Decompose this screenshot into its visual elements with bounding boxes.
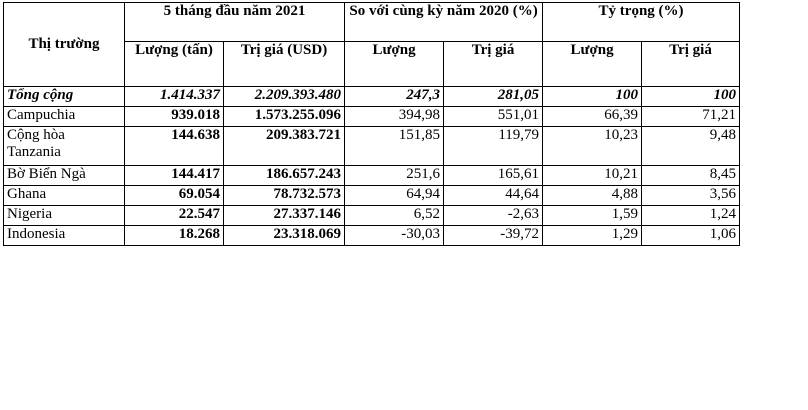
cell-share-volume: 10,21 bbox=[543, 166, 642, 186]
header-cmp-volume: Lượng bbox=[345, 42, 444, 87]
cell-share-value: 8,45 bbox=[642, 166, 740, 186]
header-share-value: Trị giá bbox=[642, 42, 740, 87]
cell-cmp-value: 119,79 bbox=[444, 127, 543, 166]
cell-volume: 69.054 bbox=[125, 186, 224, 206]
table-row bbox=[4, 166, 740, 186]
cell-value: 209.383.721 bbox=[224, 127, 345, 166]
cell-market: Nigeria bbox=[4, 206, 125, 226]
cell-cmp-value: 165,61 bbox=[444, 166, 543, 186]
cell-volume: 1.414.337 bbox=[125, 87, 224, 107]
cell-cmp-value: 44,64 bbox=[444, 186, 543, 206]
header-volume: Lượng (tấn) bbox=[125, 42, 224, 87]
cell-value: 27.337.146 bbox=[224, 206, 345, 226]
cell-share-value: 1,24 bbox=[642, 206, 740, 226]
cell-cmp-volume: 394,98 bbox=[345, 107, 444, 127]
cell-cmp-value: -2,63 bbox=[444, 206, 543, 226]
cell-share-value: 100 bbox=[642, 87, 740, 107]
cell-market: Indonesia bbox=[4, 226, 125, 246]
cell-share-volume: 1,29 bbox=[543, 226, 642, 246]
cell-share-volume: 66,39 bbox=[543, 107, 642, 127]
header-value: Trị giá (USD) bbox=[224, 42, 345, 87]
table-row bbox=[4, 206, 740, 226]
cell-share-value: 71,21 bbox=[642, 107, 740, 127]
cell-cmp-volume: 151,85 bbox=[345, 127, 444, 166]
header-share-volume: Lượng bbox=[543, 42, 642, 87]
table-row bbox=[4, 186, 740, 206]
cell-cmp-value: 551,01 bbox=[444, 107, 543, 127]
cell-cmp-value: -39,72 bbox=[444, 226, 543, 246]
header-market: Thị trường bbox=[4, 3, 125, 87]
cell-cmp-volume: 64,94 bbox=[345, 186, 444, 206]
header-compare: So với cùng kỳ năm 2020 (%) bbox=[345, 3, 543, 42]
cell-cmp-volume: 251,6 bbox=[345, 166, 444, 186]
cell-share-value: 3,56 bbox=[642, 186, 740, 206]
cell-share-value: 9,48 bbox=[642, 127, 740, 166]
cell-share-value: 1,06 bbox=[642, 226, 740, 246]
cell-cmp-value: 281,05 bbox=[444, 87, 543, 107]
table-row-total bbox=[4, 87, 740, 107]
cell-volume: 939.018 bbox=[125, 107, 224, 127]
cell-share-volume: 100 bbox=[543, 87, 642, 107]
cell-value: 1.573.255.096 bbox=[224, 107, 345, 127]
cell-value: 23.318.069 bbox=[224, 226, 345, 246]
cell-share-volume: 4,88 bbox=[543, 186, 642, 206]
cell-market: Bờ Biển Ngà bbox=[4, 166, 125, 186]
header-row-top bbox=[4, 3, 740, 42]
cell-share-volume: 1,59 bbox=[543, 206, 642, 226]
cell-market: Campuchia bbox=[4, 107, 125, 127]
cell-volume: 144.638 bbox=[125, 127, 224, 166]
table-row bbox=[4, 226, 740, 246]
cell-market: Ghana bbox=[4, 186, 125, 206]
header-share: Tỷ trọng (%) bbox=[543, 3, 740, 42]
cell-value: 2.209.393.480 bbox=[224, 87, 345, 107]
cell-cmp-volume: 247,3 bbox=[345, 87, 444, 107]
cell-market: Tổng cộng bbox=[4, 87, 125, 107]
cell-market: Cộng hòa Tanzania bbox=[4, 127, 125, 166]
table-row bbox=[4, 127, 740, 166]
header-cmp-value: Trị giá bbox=[444, 42, 543, 87]
cell-cmp-volume: -30,03 bbox=[345, 226, 444, 246]
cell-value: 186.657.243 bbox=[224, 166, 345, 186]
rice-export-markets-table bbox=[3, 2, 740, 246]
cell-cmp-volume: 6,52 bbox=[345, 206, 444, 226]
cell-volume: 18.268 bbox=[125, 226, 224, 246]
cell-value: 78.732.573 bbox=[224, 186, 345, 206]
table-row bbox=[4, 107, 740, 127]
cell-volume: 22.547 bbox=[125, 206, 224, 226]
cell-volume: 144.417 bbox=[125, 166, 224, 186]
cell-share-volume: 10,23 bbox=[543, 127, 642, 166]
header-period: 5 tháng đầu năm 2021 bbox=[125, 3, 345, 42]
